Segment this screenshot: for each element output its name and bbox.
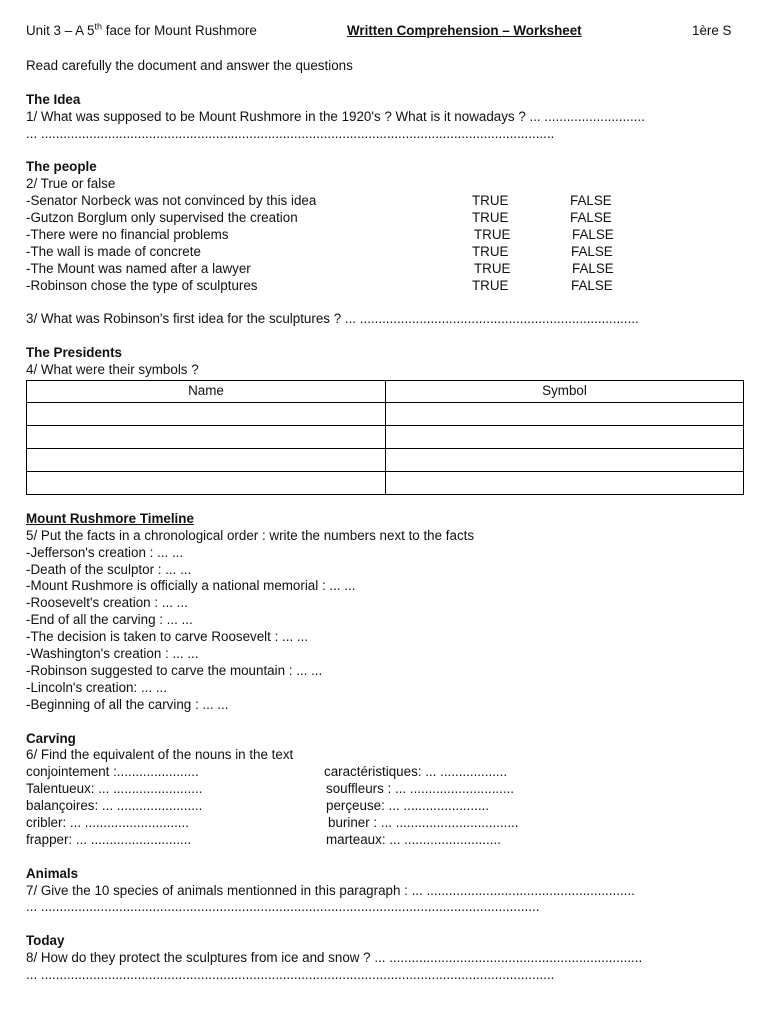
worksheet-title: Written Comprehension – Worksheet: [347, 23, 582, 38]
section-heading-animals: Animals: [26, 865, 79, 881]
true-option[interactable]: TRUE: [472, 243, 509, 259]
column-header-symbol: Symbol: [386, 380, 744, 402]
true-option[interactable]: TRUE: [472, 193, 509, 209]
name-cell[interactable]: [27, 471, 386, 494]
false-option[interactable]: FALSE: [571, 277, 613, 293]
section-heading-people: The people: [26, 159, 97, 175]
name-cell[interactable]: [27, 402, 386, 425]
true-option[interactable]: TRUE: [472, 277, 509, 293]
section-heading-carving: Carving: [26, 730, 76, 746]
table-row: [27, 471, 744, 494]
question-4: 4/ What were their symbols ?: [26, 362, 199, 378]
timeline-fact: -Lincoln's creation: ... ...: [26, 679, 167, 695]
question-1: 1/ What was supposed to be Mount Rushmore in the 1920's ? What is it nowadays ? ... ...........................: [26, 108, 645, 124]
question-5: 5/ Put the facts in a chronological order : write the numbers next to the facts: [26, 527, 475, 543]
false-option[interactable]: FALSE: [571, 243, 613, 259]
tf-statement: -The wall is made of concrete TRUE FALSE: [26, 243, 613, 259]
timeline-fact: -Mount Rushmore is officially a national memorial : ... ...: [26, 578, 356, 594]
vocab-row: Talentueux: ... ........................ souffleurs : ... ............................: [26, 781, 515, 797]
true-option[interactable]: TRUE: [474, 226, 511, 242]
column-header-name: Name: [27, 380, 386, 402]
timeline-fact: -Washington's creation : ... ...: [26, 646, 199, 662]
false-option[interactable]: FALSE: [570, 193, 612, 209]
true-false-list: [26, 193, 742, 294]
symbol-cell[interactable]: [386, 402, 744, 425]
symbols-table: [26, 380, 744, 495]
question-7: 7/ Give the 10 species of animals mentionned in this paragraph : ... ........................................................: [26, 882, 635, 898]
timeline-fact: -End of all the carving : ... ...: [26, 612, 193, 628]
section-heading-timeline: Mount Rushmore Timeline: [26, 510, 194, 526]
question-2: 2/ True or false: [26, 176, 116, 192]
timeline-fact: -Death of the sculptor : ... ...: [26, 561, 192, 577]
question-8: 8/ How do they protect the sculptures from ice and snow ? ... ....................................................................: [26, 950, 643, 966]
unit-title: Unit 3 – A 5th face for Mount Rushmore: [26, 21, 257, 38]
question-6: 6/ Find the equivalent of the nouns in the text: [26, 747, 294, 763]
false-option[interactable]: FALSE: [572, 260, 614, 276]
answer-line-8: ... ..........................................................................................................................................: [26, 966, 555, 982]
worksheet-body: [26, 58, 742, 984]
intro-text: Read carefully the document and answer the questions: [26, 58, 353, 73]
vocab-row: frapper: ... ........................... marteaux: ... ..........................: [26, 831, 501, 847]
symbol-cell[interactable]: [386, 425, 744, 448]
symbol-cell[interactable]: [386, 471, 744, 494]
timeline-fact: -Roosevelt's creation : ... ...: [26, 595, 188, 611]
true-option[interactable]: TRUE: [472, 210, 509, 226]
tf-statement: -The Mount was named after a lawyer TRUE FALSE: [26, 260, 614, 276]
tf-statement: -Robinson chose the type of sculptures TRUE FALSE: [26, 277, 613, 293]
answer-line-1: ... ..........................................................................................................................................: [26, 125, 555, 141]
name-cell[interactable]: [27, 425, 386, 448]
false-option[interactable]: FALSE: [570, 210, 612, 226]
table-row: [27, 402, 744, 425]
question-3: 3/ What was Robinson's first idea for the sculptures ? ... ...........................................................................: [26, 311, 639, 327]
tf-statement: -There were no financial problems TRUE FALSE: [26, 226, 614, 242]
section-heading-today: Today: [26, 933, 65, 949]
timeline-fact: -Jefferson's creation : ... ...: [26, 544, 184, 560]
section-heading-idea: The Idea: [26, 91, 81, 107]
timeline-fact: -The decision is taken to carve Roosevelt : ... ...: [26, 629, 309, 645]
tf-statement: -Gutzon Borglum only supervised the creation TRUE FALSE: [26, 210, 612, 226]
answer-line-7: ... ......................................................................................................................................: [26, 899, 540, 915]
vocab-row: conjointement :...................... caractéristiques: ... ..................: [26, 764, 508, 780]
table-row: [27, 425, 744, 448]
section-heading-presidents: The Presidents: [26, 345, 122, 361]
false-option[interactable]: FALSE: [572, 226, 614, 242]
vocab-row: cribler: ... ............................ buriner : ... .................................: [26, 814, 519, 830]
name-cell[interactable]: [27, 448, 386, 471]
table-row: [27, 448, 744, 471]
timeline-fact: -Robinson suggested to carve the mountain : ... ...: [26, 662, 323, 678]
symbol-cell[interactable]: [386, 448, 744, 471]
true-option[interactable]: TRUE: [474, 260, 511, 276]
timeline-fact: -Beginning of all the carving : ... ...: [26, 696, 229, 712]
class-level: 1ère S: [692, 23, 732, 38]
vocab-row: balançoires: ... ....................... perçeuse: ... .......................: [26, 798, 489, 814]
tf-statement: -Senator Norbeck was not convinced by this idea TRUE FALSE: [26, 193, 612, 209]
